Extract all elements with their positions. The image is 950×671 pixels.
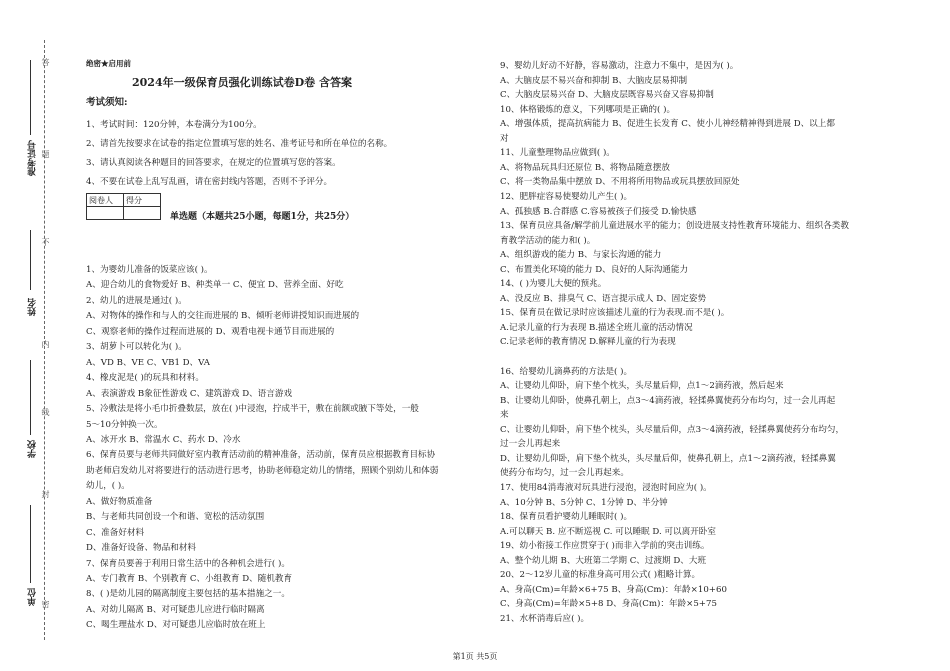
exam-number-blank [30,60,31,135]
margin-char: 答 [41,58,50,66]
margin-char: 密 [41,600,50,608]
margin-char: 线 [41,408,50,416]
question-line: A、VD B、VE C、VB1 D、VA [86,357,210,368]
question-line: 14、( )为婴儿大便的预兆。 [500,279,607,290]
question-line: A、专门教育 B、个别教育 C、小组教育 D、随机教育 [86,574,293,584]
question-line: 对 [500,133,509,144]
question-line: 过一会儿再起来 [500,439,561,450]
question-line: C、大脑皮层易兴奋 D、大脑皮层既容易兴奋又容易抑制 [500,90,714,101]
question-line: 7、保育员要善于利用日常生活中的各种机会进行( )。 [86,558,290,569]
question-line: C、将一类物品集中摆放 D、不用将所用物品或玩具摆放回原处 [500,177,740,188]
question-line: C、让婴幼儿仰卧，肩下垫个枕头，头尽量后仰，点3～4滴药液，轻揉鼻翼使药分布均匀， [500,424,845,435]
name-blank [30,230,31,290]
question-line: A、孤独感 B.合群感 C.容易被孩子们接受 D.愉快感 [500,206,697,217]
question-line: 5～10分钟换一次。 [86,419,163,430]
score-blank[interactable] [124,207,161,220]
notice-heading: 考试须知: [86,97,128,108]
margin-char: 封 [41,490,50,498]
question-line: A、整个幼儿期 B、大班第二学期 C、过渡期 D、大班 [500,555,707,566]
page-footer: 第1页 共5页 [452,652,498,661]
question-line: A、增强体质，提高抗病能力 B、促进生长发育 C、使小儿神经精神得到进展 D、以上都 [500,119,835,130]
question-line: 来 [500,410,509,421]
question-line: D、让婴幼儿仰卧，肩下垫个枕头，头尽量后仰，使鼻孔朝上，点1～2滴药液，轻揉鼻翼 [500,453,836,464]
question-line: 3、胡萝卜可以转化为( )。 [86,342,187,353]
question-line: 18、保育员看护婴幼儿睡眠时( )。 [500,512,633,523]
question-line: A、大脑皮层不易兴奋和抑制 B、大脑皮层易抑制 [500,75,688,86]
question-line: A、让婴幼儿仰卧，肩下垫个枕头，头尽量后仰，点1～2滴药液，然后起来 [500,381,784,392]
question-line: C、喝生理盐水 D、对可疑患儿应临时放在班上 [86,620,266,631]
question-line: 2、幼儿的进展是通过( )。 [86,295,187,306]
question-line: A、对物体的操作和与人的交往而进展的 B、倾听老师讲授知识而进展的 [86,311,360,322]
question-line: A、将物品玩具归还原位 B、将物品随意摆放 [500,162,670,173]
question-line: A、表演游戏 B象征性游戏 C、建筑游戏 D、语言游戏 [86,388,293,399]
margin-char: 内 [41,340,50,348]
question-line: 幼儿，( )。 [86,481,130,492]
unit-label: 单位 [28,588,38,606]
question-line: A、对幼儿隔离 B、对可疑患儿应进行临时隔离 [86,604,265,615]
secret-mark: 绝密★启用前 [86,59,131,68]
question-line: 8、( )是幼儿园的隔离制度主要包括的基本措施之一。 [86,589,290,600]
question-line: 6、保育员要与老师共同做好室内教育活动前的精神准备，活动前，保育员应根据教育目标协 [86,450,436,461]
question-line: C、观察老师的操作过程而进展的 D、观看电视卡通节目而进展的 [86,326,335,337]
question-line: C、准备好材料 [86,527,145,538]
question-line: 育教学活动的能力和( )。 [500,235,596,246]
question-line: 使药分布均匀，过一会儿再起来。 [500,468,629,479]
exam-number-label: 准考证号 [28,140,38,176]
question-line: 10、体格锻炼的意义，下列哪项是正确的( )。 [500,104,676,115]
binding-margin [0,0,58,671]
question-line: 15、保育员在做记录时应该描述儿童的行为表现.而不是( )。 [500,308,730,319]
margin-char: 不 [41,238,50,246]
unit-blank [30,505,31,583]
question-line: 12、肥胖症容易使婴幼儿产生( )。 [500,191,633,202]
question-line: C、身高(Cm)=年龄×5+8 D、身高(Cm)：年龄×5+75 [500,599,717,610]
question-line: 助老师启发幼儿对将要进行的活动进行思考，协助老师稳定幼儿的情绪，照顾个别幼儿和体弱 [86,465,439,476]
question-line: D、准备好设备、物品和材料 [86,543,197,554]
question-line: A、组织游戏的能力 B、与家长沟通的能力 [500,250,662,261]
question-line: 1、为婴幼儿准备的饭菜应该( )。 [86,265,213,275]
question-line: A.可以聊天 B. 应不断巡视 C. 可以睡眠 D. 可以离开卧室 [500,526,716,537]
name-label: 姓名 [28,298,38,316]
notice-item: 2、请首先按要求在试卷的指定位置填写您的姓名、准考证号和所在单位的名称。 [86,139,393,149]
question-line: C.记录老师的教育情况 D.解释儿童的行为表现 [500,337,676,348]
school-blank [30,360,31,435]
question-line: B、与老师共同创设一个和谐、宽松的活动氛围 [86,512,265,523]
score-cell: 得分 [124,194,161,207]
question-line: A、迎合幼儿的食物爱好 B、种类单一 C、便宜 D、营养全面、好吃 [86,280,344,291]
question-line: C、布置美化环境的能力 D、良好的人际沟通能力 [500,264,689,275]
question-line: A、身高(Cm)=年龄×6+75 B、身高(Cm)：年龄×10+60 [500,584,727,595]
question-line: A、10分钟 B、5分钟 C、1分钟 D、半分钟 [500,497,668,508]
question-line: 11、儿童整理物品应做到( )。 [500,148,615,159]
question-line: A、冰开水 B、常温水 C、药水 D、冷水 [86,434,241,445]
question-line: A.记录儿童的行为表现 B.描述全班儿童的活动情况 [500,322,693,333]
question-line: 17、使用84消毒液对玩具进行浸泡，浸泡时间应为( )。 [500,482,712,493]
section-heading: 单选题（本题共25小题，每题1分，共25分） [170,212,355,222]
page-title: 2024年一级保育员强化训练试卷D卷 含答案 [132,76,352,89]
question-line: B、让婴幼儿仰卧，使鼻孔朝上，点3～4滴药液，轻揉鼻翼使药分布均匀，过一会儿再起 [500,395,836,406]
question-line: 20、2～12岁儿童的标准身高可用公式( )粗略计算。 [500,570,701,581]
question-line: 5、冷敷法是将小毛巾折叠数层，放在( )中浸泡，拧成半干，敷在前额或腋下等处，一般 [86,404,419,415]
school-label: 学校 [28,440,38,458]
score-table [86,193,161,220]
notice-item: 3、请认真阅读各种题目的回答要求，在规定的位置填写您的答案。 [86,158,341,168]
question-line: 16、给婴幼儿滴鼻药的方法是( )。 [500,366,633,377]
grader-blank[interactable] [87,207,124,220]
question-line: A、做好物质准备 [86,496,153,507]
question-line: 4、橡皮泥是( )的玩具和材料。 [86,373,205,384]
question-line: 19、幼小衔接工作应贯穿于( )而非入学前的突击训练。 [500,541,710,552]
grader-cell: 阅卷人 [87,194,124,207]
notice-item: 1、考试时间：120分钟，本卷满分为100分。 [86,120,262,130]
question-line: 13、保育员应具备/解学前儿童进展水平的能力；创设进展支持性教育环境能力、组织各类教 [500,221,849,232]
notice-item: 4、不要在试卷上乱写乱画，请在密封线内答题，否则不予评分。 [86,177,333,187]
question-line: A、没反应 B、排臭气 C、语言提示成人 D、固定姿势 [500,293,707,304]
margin-char: 题 [41,150,50,158]
question-line: 9、婴幼儿好动不好静，容易激动，注意力不集中，是因为( )。 [500,61,739,71]
question-line: 21、水杯消毒后应( )。 [500,613,590,624]
